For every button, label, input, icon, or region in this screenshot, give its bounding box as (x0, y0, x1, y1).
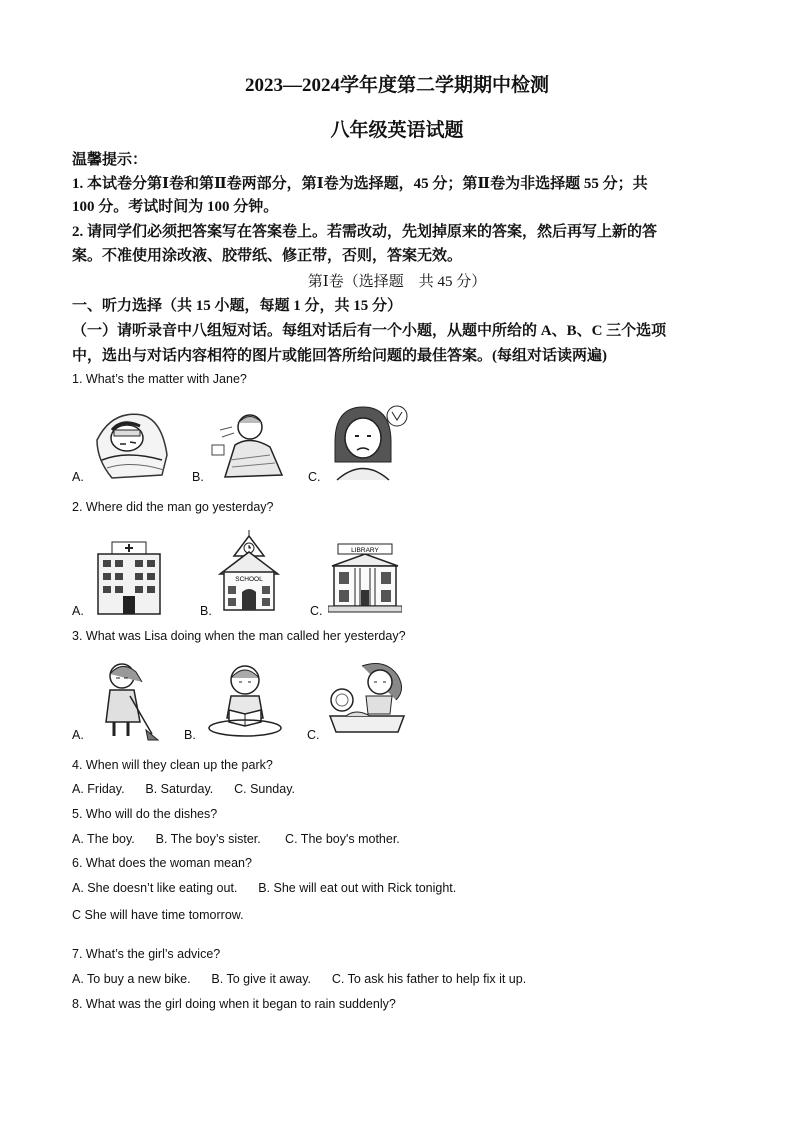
q1-option-a-label: A. (72, 470, 84, 484)
sneezing-girl-picture (210, 405, 290, 480)
question-4: 4. When will they clean up the park? (72, 758, 273, 772)
question-4-options: A. Friday. B. Saturday. C. Sunday. (72, 782, 296, 796)
school-building-picture (218, 528, 280, 614)
girl-washing-dishes-picture (326, 660, 408, 738)
tips-item2-line1: 2. 请同学们必须把答案写在答案卷上。若需改动，先划掉原来的答案，然后再写上新的答 (72, 224, 658, 240)
question-5-options: A. The boy. B. The boy’s sister. C. The boy's mother. (72, 832, 400, 846)
girl-sweeping-picture (96, 660, 160, 742)
question-6-option-c: C She will have time tomorrow. (72, 908, 244, 922)
q1-option-b-label: B. (192, 470, 204, 484)
girl-reading-picture (205, 660, 285, 738)
q1-option-c-label: C. (308, 470, 321, 484)
question-2: 2. Where did the man go yesterday? (72, 500, 274, 514)
q2-option-a-label: A. (72, 604, 84, 618)
tips-heading: 温馨提示： (72, 152, 148, 168)
library-sign-text: LIBRARY (351, 547, 379, 554)
question-1: 1. What’s the matter with Jane? (72, 372, 247, 386)
sick-in-bed-picture (92, 400, 172, 480)
q3-option-b-label: B. (184, 728, 196, 742)
section1-instruction-line2: 中，选出与对话内容相符的图片或能回答所给问题的最佳答案。(每组对话读两遍) (72, 348, 607, 364)
library-building-picture (328, 540, 402, 614)
hospital-picture (94, 538, 164, 616)
question-3: 3. What was Lisa doing when the man called her yesterday? (72, 629, 406, 643)
part1-heading: 第Ⅰ卷（选择题 共 45 分） (307, 274, 487, 290)
tips-item1-line1: 1. 本试卷分第Ⅰ卷和第Ⅱ卷两部分，第Ⅰ卷为选择题，45 分；第Ⅱ卷为非选择题 55 分；共 (72, 176, 648, 192)
section1-instruction-line1: （一）请听录音中八组短对话。每组对话后有一个小题，从题中所给的 A、B、C 三个选项 (72, 323, 667, 339)
q3-option-a-label: A. (72, 728, 84, 742)
tips-item2-line2: 案。不准使用涂改液、胶带纸、修正带，否则，答案无效。 (72, 248, 463, 264)
q3-option-c-label: C. (307, 728, 320, 742)
section1-heading: 一、听力选择（共 15 小题，每题 1 分，共 15 分） (72, 298, 403, 314)
tips-item1-line2: 100 分。考试时间为 100 分钟。 (72, 199, 279, 215)
exam-subtitle: 八年级英语试题 (330, 120, 464, 141)
toothache-girl-picture (325, 402, 410, 482)
question-8: 8. What was the girl doing when it began to rain suddenly? (72, 997, 396, 1011)
question-7: 7. What’s the girl’s advice? (72, 947, 221, 961)
question-6-options: A. She doesn’t like eating out. B. She will eat out with Rick tonight. (72, 881, 457, 895)
school-sign-text: SCHOOL (235, 576, 263, 583)
question-5: 5. Who will do the dishes? (72, 807, 218, 821)
question-7-options: A. To buy a new bike. B. To give it away. C. To ask his father to help fix it up. (72, 972, 527, 986)
question-6: 6. What does the woman mean? (72, 856, 252, 870)
q2-option-c-label: C. (310, 604, 323, 618)
q2-option-b-label: B. (200, 604, 212, 618)
exam-title: 2023—2024学年度第二学期期中检测 (244, 75, 549, 96)
